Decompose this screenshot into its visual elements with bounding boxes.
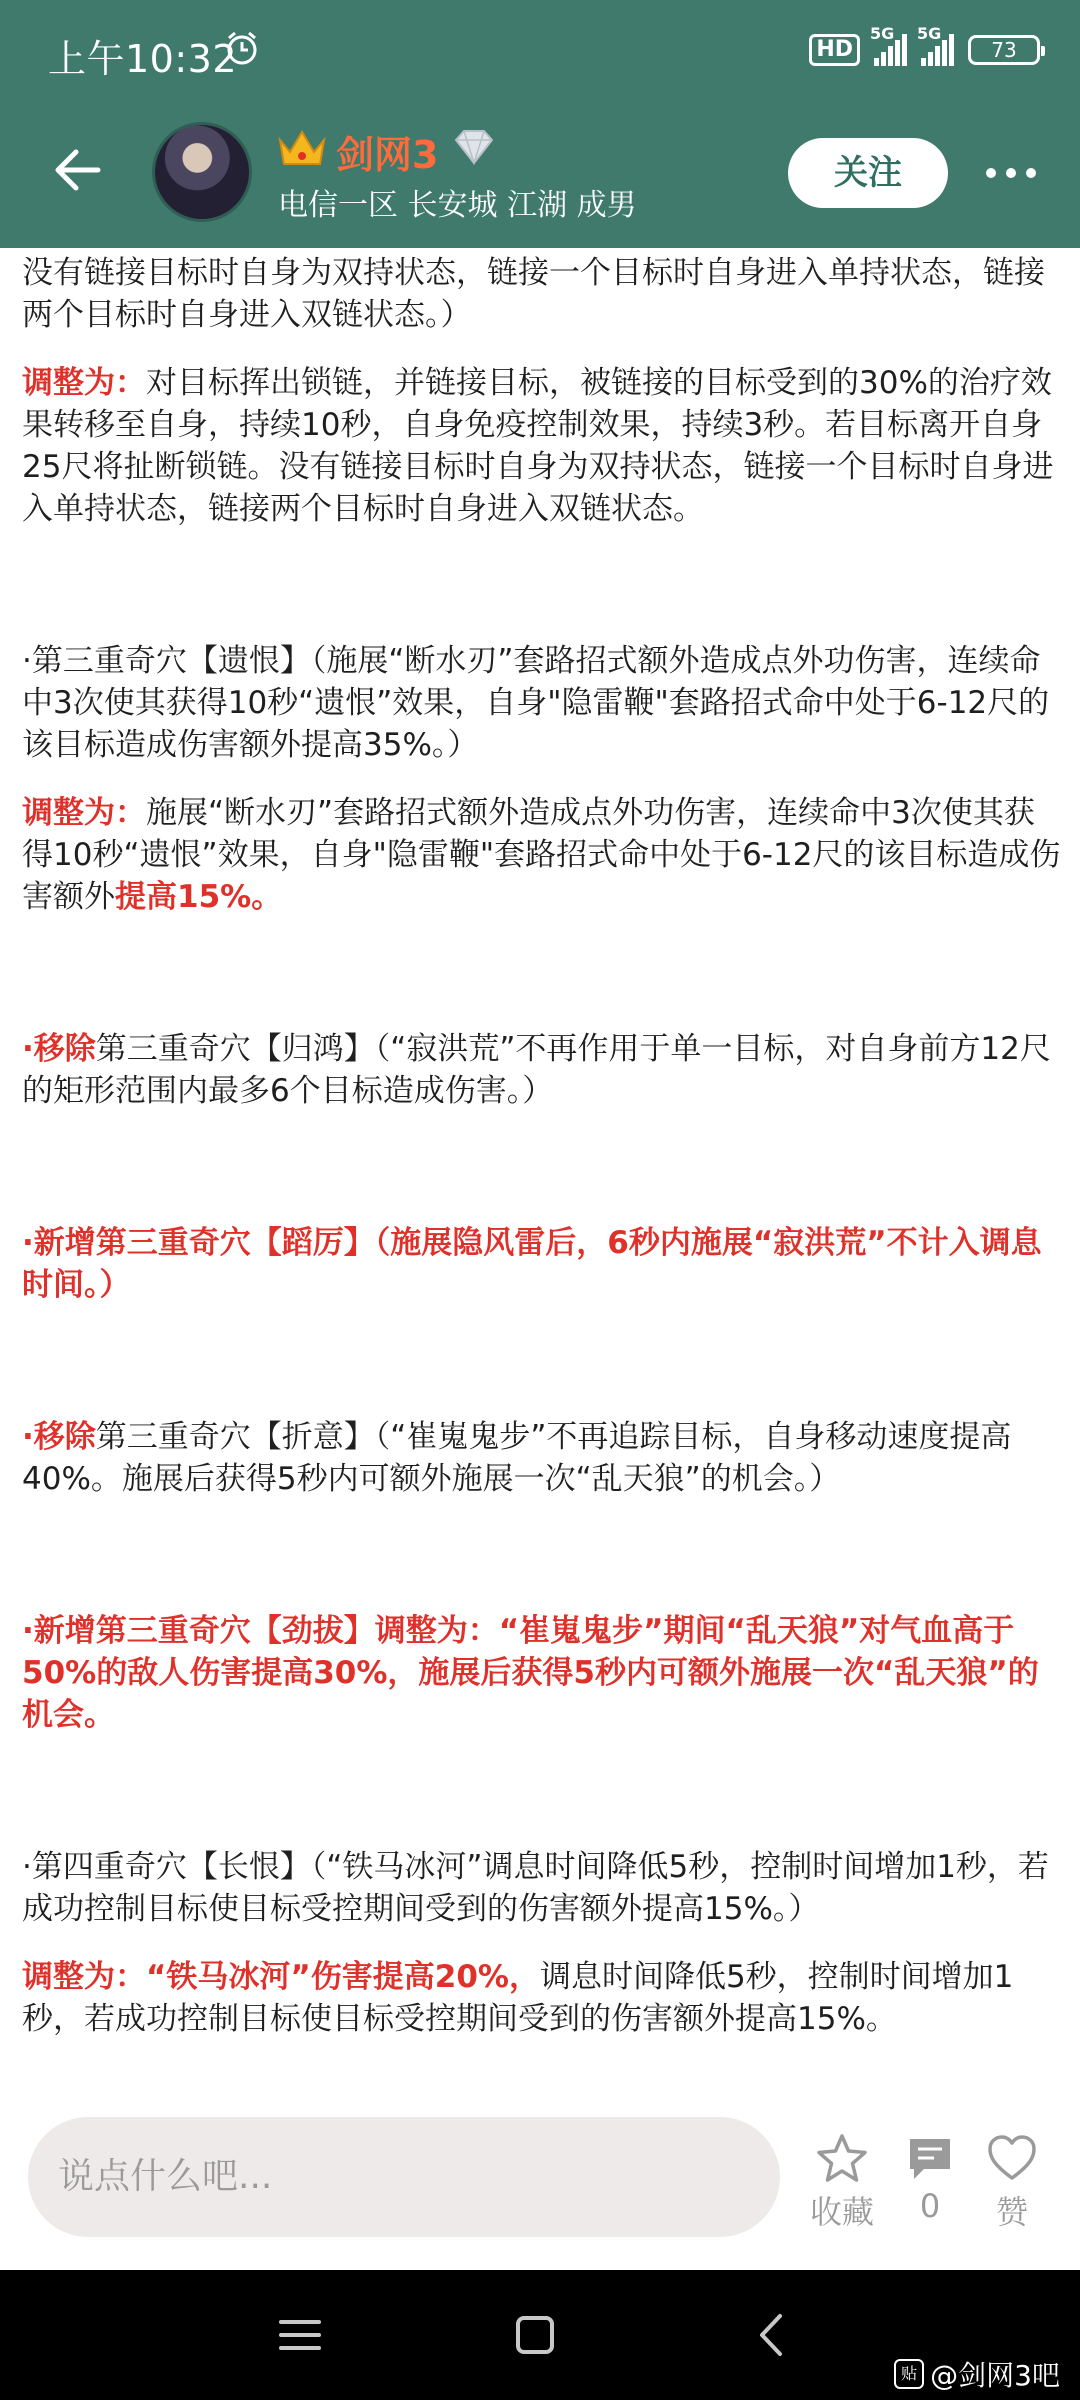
- more-options-icon[interactable]: [986, 158, 1046, 188]
- follow-button[interactable]: 关注: [788, 138, 948, 208]
- paragraph-8: ·新增第三重奇穴【劲拔】调整为：“崔嵬鬼步”期间“乱天狼”对气血高于50%的敌人伤害提高30%，施展后获得5秒内可额外施展一次“乱天狼”的机会。: [22, 1613, 1039, 1733]
- hd-icon: HD: [809, 34, 860, 66]
- home-icon[interactable]: [510, 2310, 560, 2360]
- like-label: 赞: [995, 2193, 1028, 2231]
- diamond-icon: [452, 128, 496, 166]
- avatar[interactable]: [152, 122, 252, 222]
- adjust-label: 调整为：: [22, 365, 146, 401]
- status-icons: [809, 24, 1040, 70]
- battery-icon: 73: [968, 35, 1040, 65]
- paragraph-6: ·新增第三重奇穴【蹈厉】（施展隐风雷后，6秒内施展“寂洪荒”不计入调息时间。）: [22, 1225, 1042, 1303]
- post-content: [22, 248, 1062, 2040]
- adjust-text: 调息时间降低5秒，控制时间增加1秒，若成功控制目标使目标受控期间受到的伤害额外提高15%。: [22, 1959, 1014, 2037]
- paragraph-10: [22, 1956, 1062, 2040]
- forum-name[interactable]: 剑网3: [336, 133, 439, 177]
- tieba-logo-icon: 贴: [894, 2359, 924, 2389]
- heart-icon: [984, 2131, 1040, 2187]
- remove-text: 第三重奇穴【归鸿】（“寂洪荒”不再作用于单一目标，对自身前方12尺的矩形范围内最多6个目标造成伤害。）: [22, 1031, 1051, 1109]
- paragraph-5: [22, 1028, 1062, 1112]
- back-icon[interactable]: [748, 2310, 798, 2360]
- paragraph-7: [22, 1416, 1062, 1500]
- paragraph-3: ·第三重奇穴【遗恨】（施展“断水刃”套路招式额外造成点外功伤害，连续命中3次使其获得10秒“遗恨”效果，自身"隐雷鞭"套路招式命中处于6-12尺的该目标造成伤害额外提高35%。）: [22, 643, 1050, 763]
- comment-count: 0: [919, 2187, 941, 2225]
- favorite-button[interactable]: [792, 2131, 892, 2233]
- paragraph-4: [22, 792, 1062, 918]
- highlight-text: 提高15%。: [115, 879, 283, 915]
- paragraph-1: 没有链接目标时自身为双持状态，链接一个目标时自身进入单持状态，链接两个目标时自身进入双链状态。）: [22, 255, 1045, 333]
- paragraph-9: ·第四重奇穴【长恨】（“铁马冰河”调息时间降低5秒，控制时间增加1秒，若成功控制目标使目标受控期间受到的伤害额外提高15%。）: [22, 1849, 1049, 1927]
- remove-label: ·移除: [22, 1419, 96, 1455]
- favorite-label: 收藏: [809, 2193, 874, 2231]
- navigation-bar: [0, 2270, 1080, 2400]
- crown-icon: [276, 126, 328, 170]
- status-bar: [0, 0, 1080, 100]
- signal-icon-2: 5G: [921, 34, 954, 66]
- forum-header: [0, 110, 1080, 240]
- comment-icon: [902, 2131, 958, 2187]
- adjust-text: 对目标挥出锁链，并链接目标，被链接的目标受到的30%的治疗效果转移至自身，持续10秒，自身免疫控制效果，持续3秒。若目标离开自身25尺将扯断锁链。没有链接目标时自身为双持状态，链接一个目标时自身进入单持状态，链接两个目标时自身进入双链状态。: [22, 365, 1054, 527]
- remove-text: 第三重奇穴【折意】（“崔嵬鬼步”不再追踪目标，自身移动速度提高40%。施展后获得5秒内可额外施展一次“乱天狼”的机会。）: [22, 1419, 1012, 1497]
- paragraph-2: [22, 362, 1062, 530]
- back-arrow-icon[interactable]: [48, 140, 108, 200]
- bottom-action-bar: [0, 2105, 1080, 2265]
- adjust-text: 施展“断水刃”套路招式额外造成点外功伤害，连续命中3次使其获得10秒“遗恨”效果，自身"隐雷鞭"套路招式命中处于6-12尺的该目标造成伤害额外: [22, 795, 1061, 915]
- signal-icon-1: 5G: [874, 34, 907, 66]
- adjust-label: 调整为：: [22, 795, 146, 831]
- top-bar: [0, 0, 1080, 248]
- status-time: 上午10:32: [48, 37, 238, 81]
- menu-icon[interactable]: [275, 2310, 325, 2360]
- adjust-label: 调整为：“铁马冰河”伤害提高20%，: [22, 1959, 540, 1995]
- forum-subtitle: 电信一区 长安城 江湖 成男: [278, 188, 637, 223]
- remove-label: ·移除: [22, 1031, 96, 1067]
- comment-input[interactable]: 说点什么吧...: [28, 2117, 780, 2237]
- watermark-text: @剑网3吧: [930, 2359, 1060, 2392]
- like-button[interactable]: [962, 2131, 1062, 2233]
- watermark: [894, 2354, 1060, 2394]
- alarm-icon: [224, 30, 260, 66]
- star-icon: [814, 2131, 870, 2187]
